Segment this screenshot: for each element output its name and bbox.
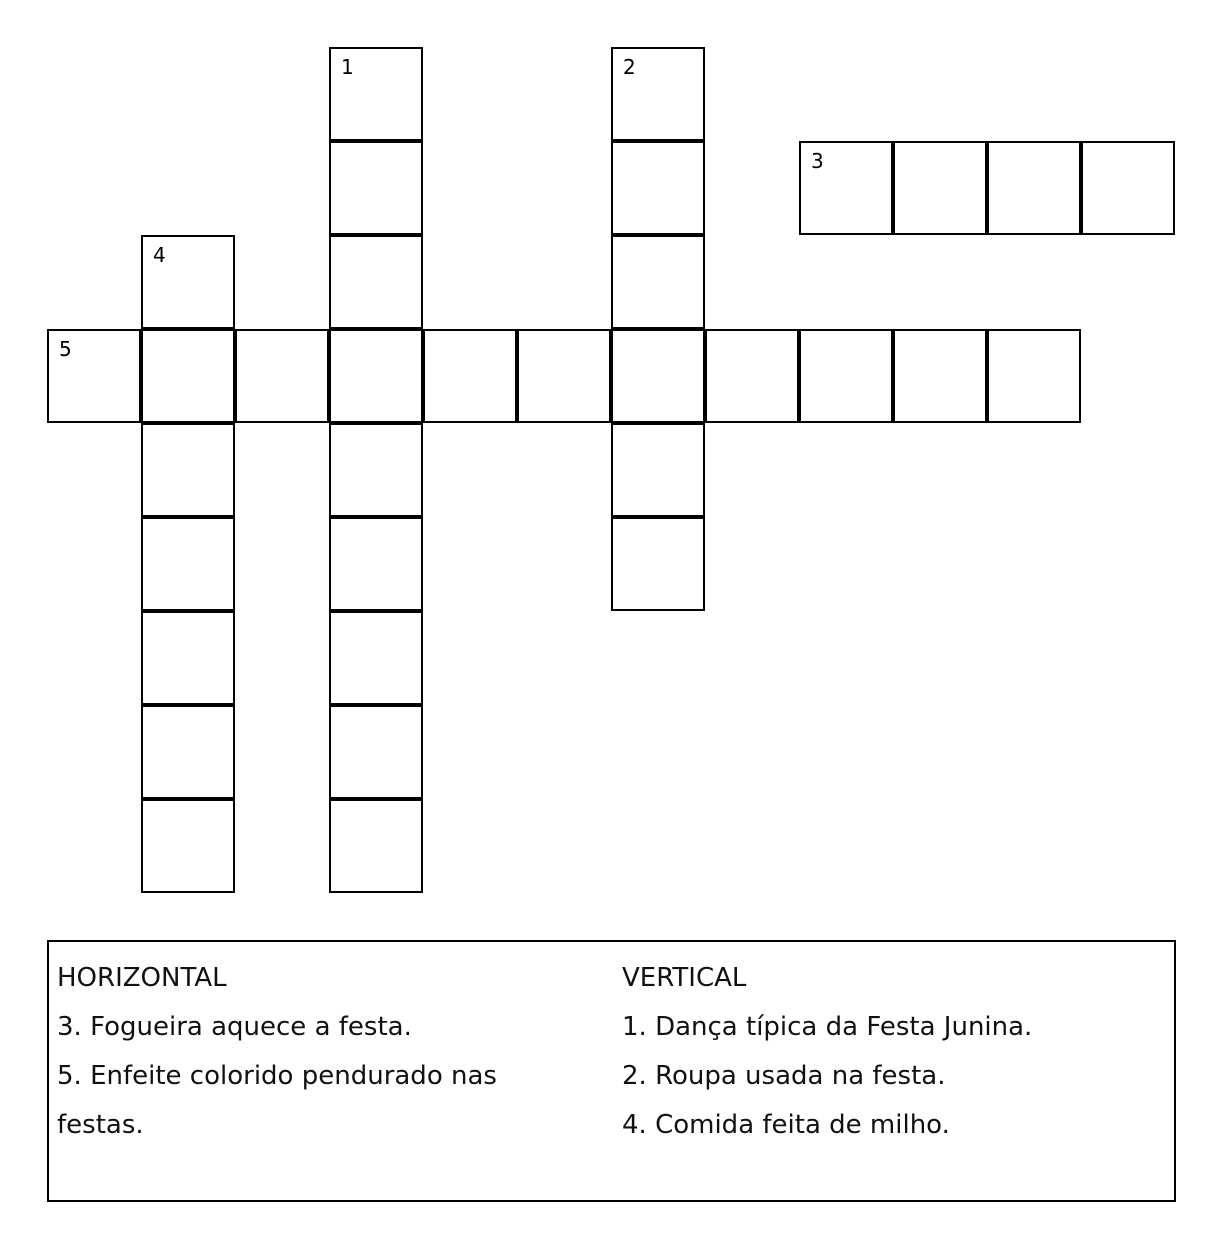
clue-number: 2: [623, 55, 636, 79]
clues-box: [47, 940, 1176, 1202]
clue-vertical-2: 2. Roupa usada na festa.: [622, 1061, 946, 1091]
crossword-cell[interactable]: [329, 705, 423, 799]
crossword-cell[interactable]: [893, 141, 987, 235]
crossword-cell[interactable]: [611, 141, 705, 235]
horizontal-heading: HORIZONTAL: [57, 963, 227, 993]
crossword-cell[interactable]: [141, 517, 235, 611]
crossword-cell[interactable]: [611, 329, 705, 423]
crossword-cell[interactable]: [329, 47, 423, 141]
clue-number: 4: [153, 243, 166, 267]
crossword-cell[interactable]: [799, 141, 893, 235]
crossword-cell[interactable]: [1081, 141, 1175, 235]
clue-number: 1: [341, 55, 354, 79]
crossword-cell[interactable]: [987, 141, 1081, 235]
crossword-cell[interactable]: [329, 423, 423, 517]
crossword-cell[interactable]: [141, 235, 235, 329]
clue-horizontal-5-continued: festas.: [57, 1110, 144, 1140]
crossword-cell[interactable]: [893, 329, 987, 423]
crossword-cell[interactable]: [329, 517, 423, 611]
crossword-cell[interactable]: [141, 705, 235, 799]
clue-vertical-4: 4. Comida feita de milho.: [622, 1110, 950, 1140]
crossword-cell[interactable]: [141, 423, 235, 517]
clue-number: 3: [811, 149, 824, 173]
vertical-heading: VERTICAL: [622, 963, 747, 993]
crossword-cell[interactable]: [705, 329, 799, 423]
clue-number: 5: [59, 337, 72, 361]
crossword-cell[interactable]: [141, 799, 235, 893]
crossword-cell[interactable]: [141, 611, 235, 705]
crossword-cell[interactable]: [611, 47, 705, 141]
clue-horizontal-5: 5. Enfeite colorido pendurado nas: [57, 1061, 497, 1091]
crossword-cell[interactable]: [611, 235, 705, 329]
vertical-clues: [622, 954, 1142, 1150]
crossword-cell[interactable]: [517, 329, 611, 423]
crossword-cell[interactable]: [329, 799, 423, 893]
horizontal-clues: [57, 954, 557, 1150]
crossword-cell[interactable]: [329, 611, 423, 705]
crossword-cell[interactable]: [235, 329, 329, 423]
crossword-cell[interactable]: [423, 329, 517, 423]
crossword-cell[interactable]: [141, 329, 235, 423]
crossword-cell[interactable]: [611, 517, 705, 611]
clue-vertical-1: 1. Dança típica da Festa Junina.: [622, 1012, 1033, 1042]
crossword-cell[interactable]: [987, 329, 1081, 423]
crossword-cell[interactable]: [611, 423, 705, 517]
clue-horizontal-3: 3. Fogueira aquece a festa.: [57, 1012, 412, 1042]
crossword-cell[interactable]: [329, 235, 423, 329]
crossword-cell[interactable]: [799, 329, 893, 423]
crossword-cell[interactable]: [329, 141, 423, 235]
crossword-cell[interactable]: [329, 329, 423, 423]
crossword-cell[interactable]: [47, 329, 141, 423]
